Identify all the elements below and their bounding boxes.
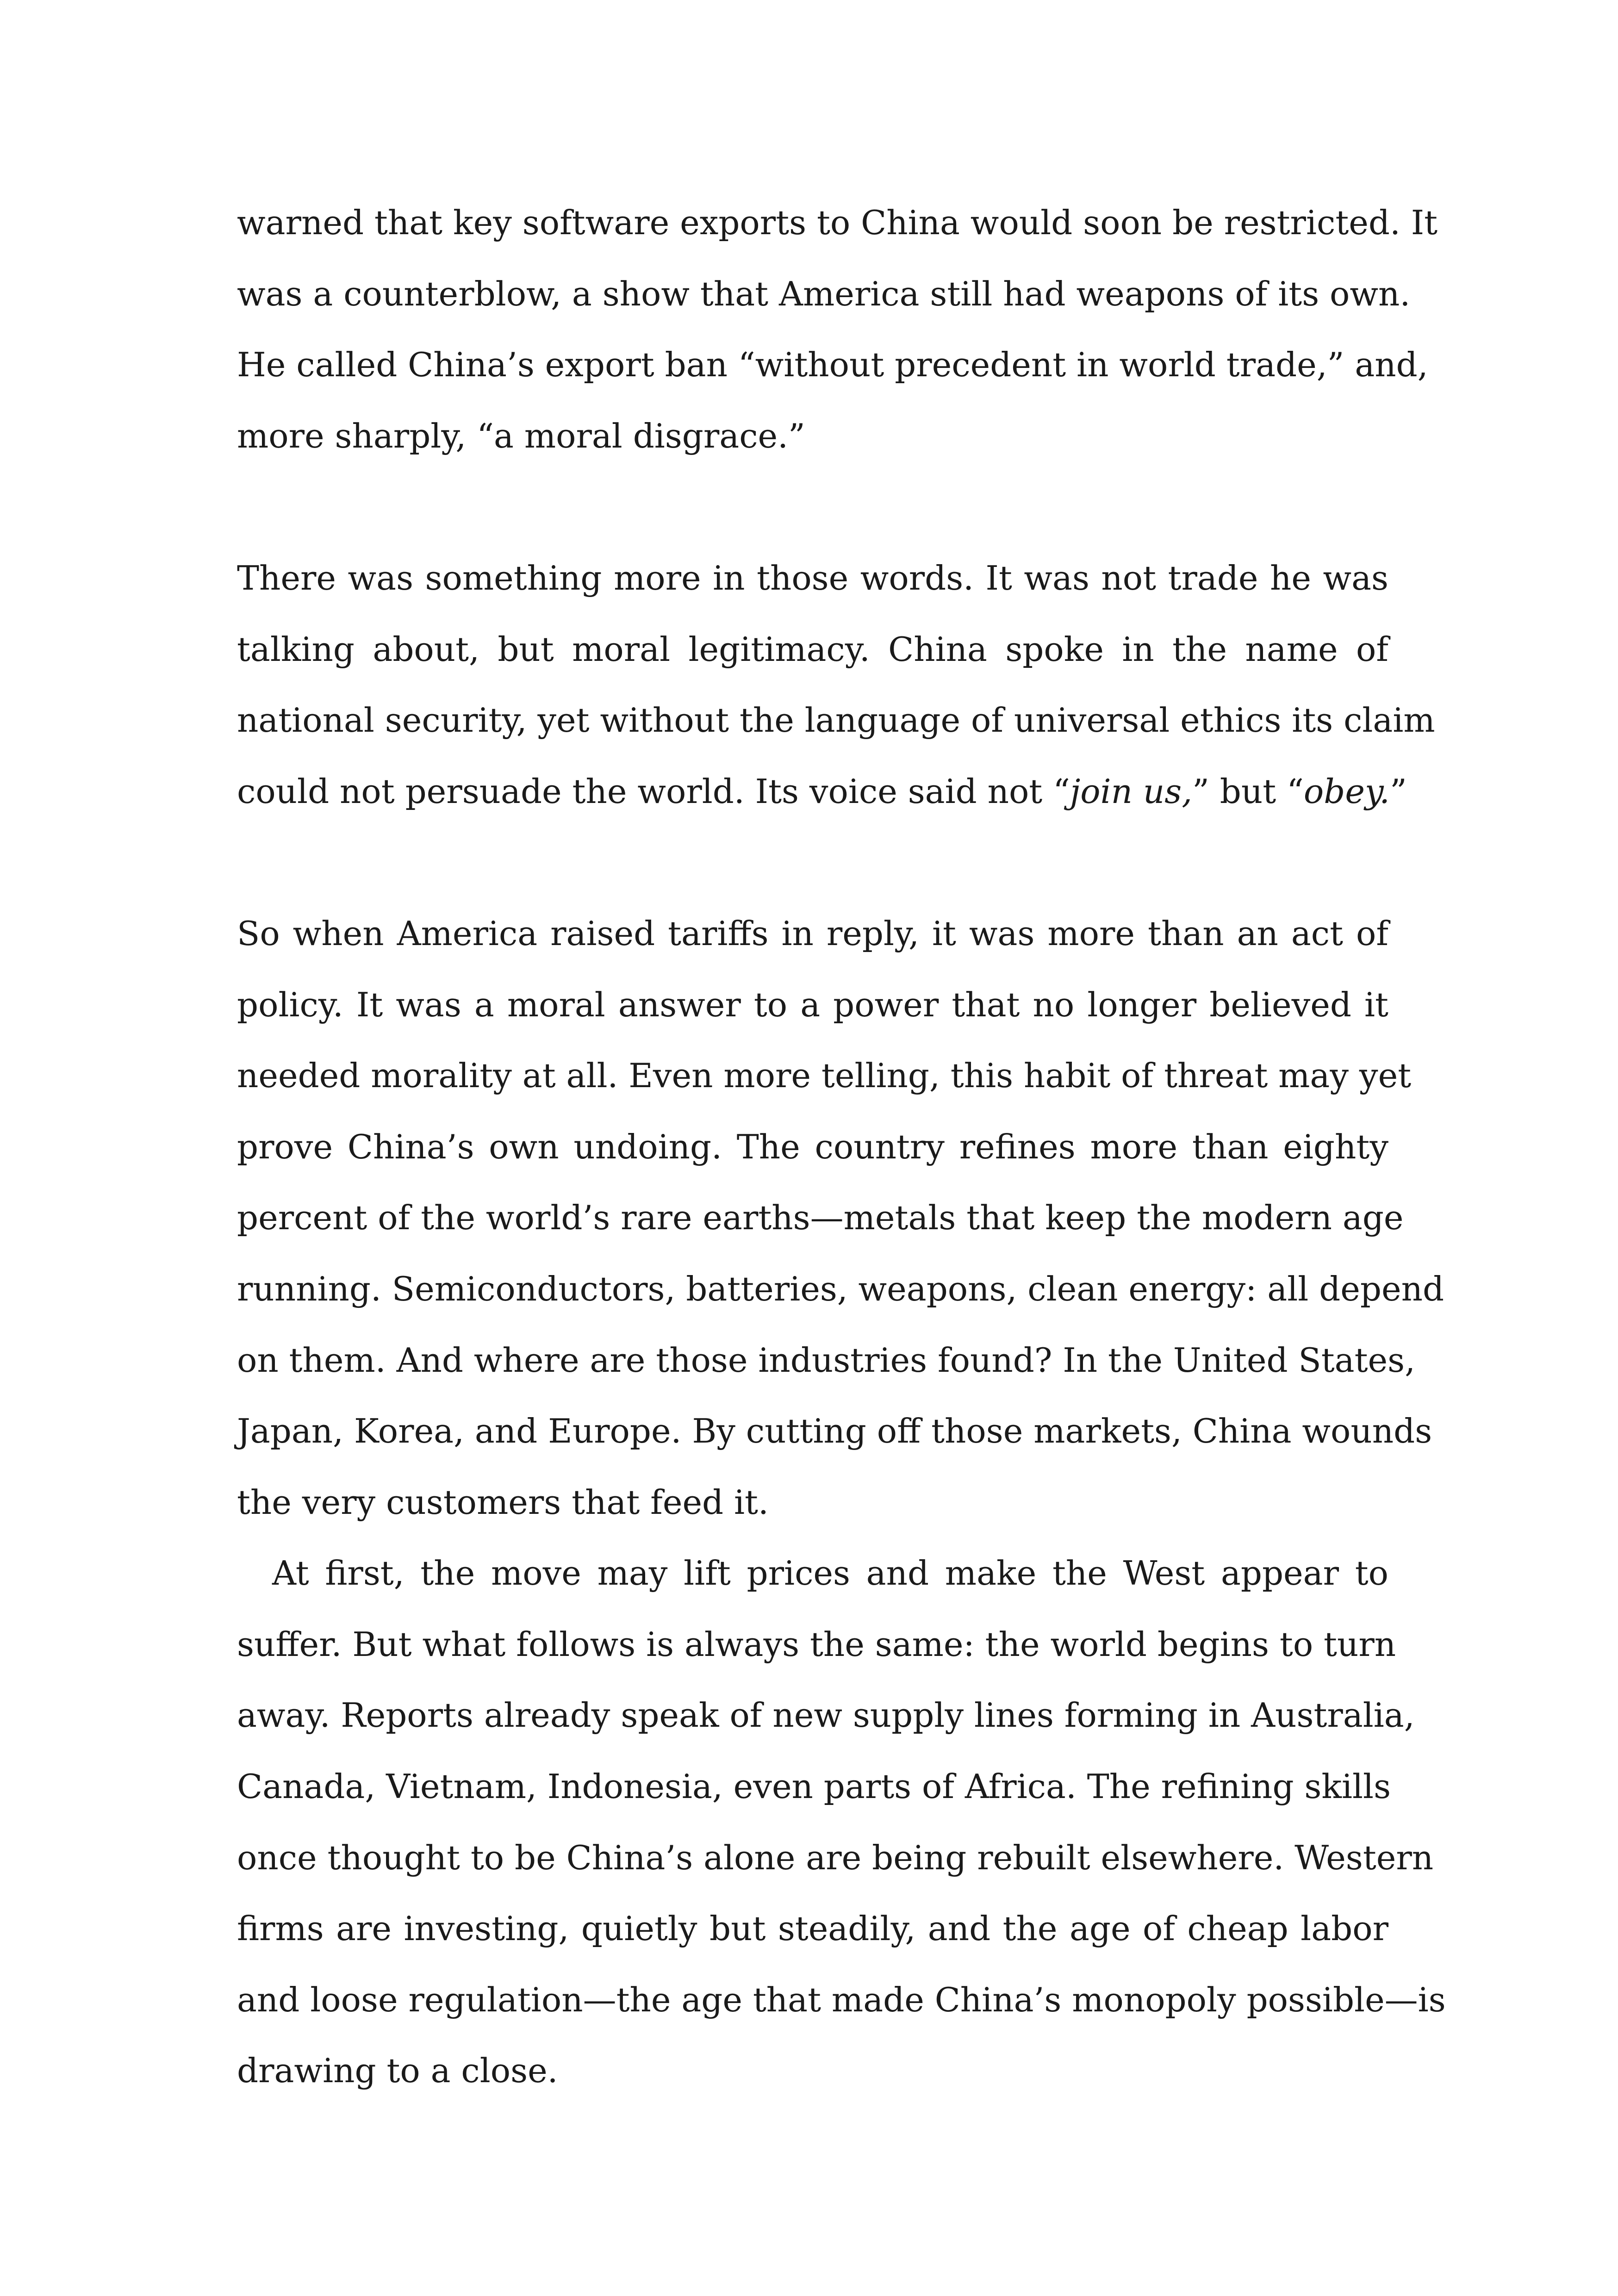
paragraph-line: So when America raised tariffs in reply, it was more than an act of [237,914,1388,953]
paragraph-line: national security, yet without the language of universal ethics its claim [237,701,1435,740]
paragraph-line: At first, the move may lift prices and make the West appear to [272,1554,1388,1593]
italic-quote-obey: obey. [1303,772,1390,811]
text-run: ” [1389,772,1407,811]
paragraph-line: There was something more in those words. It was not trade he was [237,558,1388,597]
paragraph-line: He called China’s export ban “without precedent in world trade,” and, [237,345,1428,385]
paragraph-line: Canada, Vietnam, Indonesia, even parts of Africa. The refining skills [237,1767,1391,1806]
paragraph-line: warned that key software exports to China would soon be restricted. It [237,203,1438,242]
paragraph-line: talking about, but moral legitimacy. China spoke in the name of [237,629,1388,669]
paragraph-line: suffer. But what follows is always the same: the world begins to turn [237,1624,1396,1664]
body-text [237,187,1446,2107]
paragraph-gap [237,827,1388,898]
paragraph-line: running. Semiconductors, batteries, weapons, clean energy: all depend [237,1269,1444,1308]
paragraph-line: needed morality at all. Even more telling, this habit of threat may yet [237,1056,1412,1095]
paragraph-line: prove China’s own undoing. The country refines more than eighty [237,1127,1388,1166]
paragraph-line: more sharply, “a moral disgrace.” [237,416,805,455]
text-run: ” but “ [1192,772,1304,811]
italic-quote-join-us: join us, [1070,772,1193,811]
paragraph-line: away. Reports already speak of new supply lines forming in Australia, [237,1696,1415,1735]
paragraph-line: and loose regulation—the age that made China’s monopoly possible—is [237,1980,1446,2019]
paragraph-line: once thought to be China’s alone are being rebuilt elsewhere. Western [237,1838,1434,1877]
text-run: could not persuade the world. Its voice said not “ [237,772,1070,811]
paragraph-gap [237,472,1388,543]
paragraph-line: policy. It was a moral answer to a power that no longer believed it [237,985,1388,1024]
paragraph-line: was a counterblow, a show that America still had weapons of its own. [237,274,1411,313]
paragraph-line: drawing to a close. [237,2051,558,2091]
paragraph-line: percent of the world’s rare earths—metals that keep the modern age [237,1198,1404,1238]
paragraph-line: Japan, Korea, and Europe. By cutting off those markets, China wounds [237,1412,1432,1451]
paragraph-line: on them. And where are those industries found? In the United States, [237,1340,1415,1380]
paragraph-line: the very customers that feed it. [237,1482,769,1522]
paragraph-line [237,756,1407,828]
paragraph-line: firms are investing, quietly but steadily, and the age of cheap labor [237,1909,1388,1948]
